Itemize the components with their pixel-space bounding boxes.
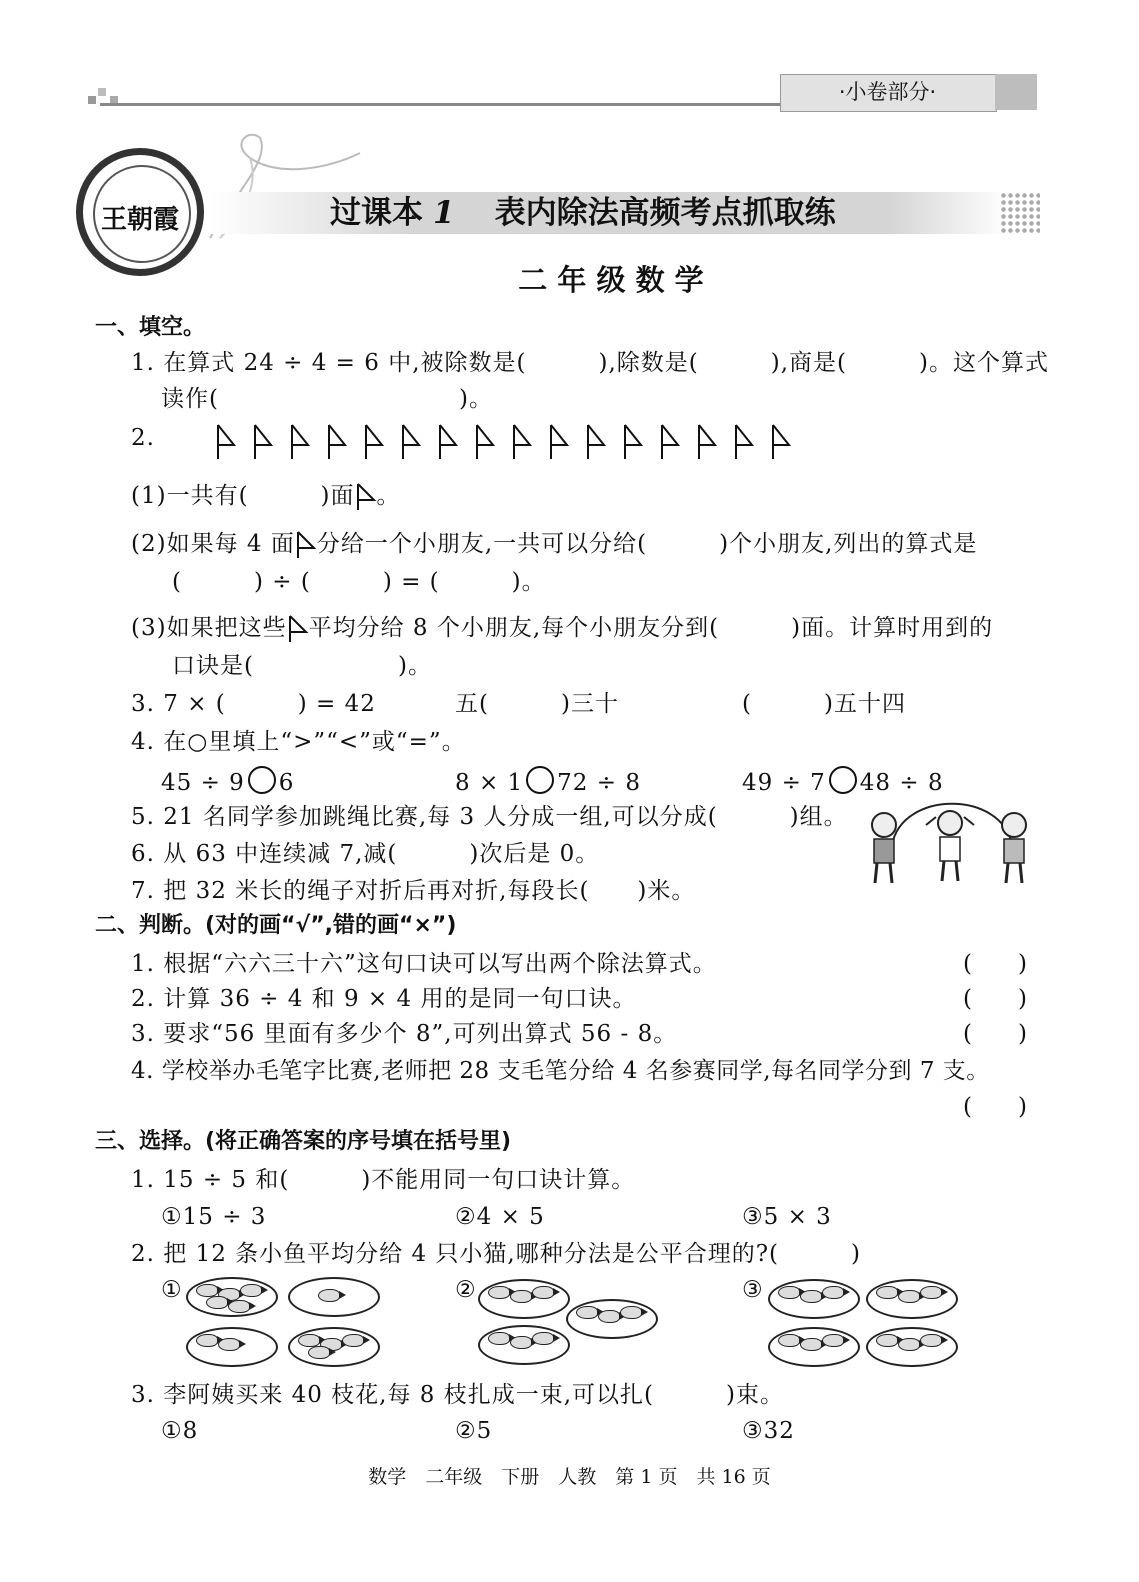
flag-icon bbox=[477, 425, 493, 459]
fish-icon bbox=[218, 1338, 240, 1351]
brand-logo-text: 王朝霞 bbox=[100, 205, 179, 235]
q4-c-left: 49 ÷ 7 bbox=[742, 770, 826, 796]
q4-a-left: 45 ÷ 9 bbox=[161, 770, 245, 796]
flag-icon bbox=[295, 530, 317, 560]
section-tag-block bbox=[995, 74, 1037, 110]
q2-3-line2: 口诀是( )。 bbox=[172, 653, 432, 679]
flag-icon bbox=[440, 425, 456, 459]
q2-1-end: 。 bbox=[376, 483, 401, 509]
fish-icon bbox=[206, 1296, 228, 1309]
flag-icon bbox=[625, 425, 641, 459]
fish-icon bbox=[318, 1289, 340, 1302]
fish-icon bbox=[598, 1310, 620, 1323]
fish-icon bbox=[488, 1286, 510, 1299]
fish-icon bbox=[920, 1286, 942, 1299]
title-dots bbox=[1000, 192, 1040, 234]
answer-paren[interactable]: ( ) bbox=[963, 1094, 1027, 1120]
q4-c-right: 48 ÷ 8 bbox=[859, 770, 944, 796]
q2-label: 2. bbox=[131, 425, 155, 451]
fish-icon bbox=[800, 1338, 822, 1351]
flag-icon bbox=[773, 425, 789, 459]
fish-icon bbox=[876, 1334, 898, 1347]
fish-icon bbox=[488, 1332, 510, 1345]
choice-q3-opt1: ①8 bbox=[161, 1418, 199, 1444]
q2-1-text: (1)一共有( )面 bbox=[131, 483, 355, 509]
flag-icon bbox=[551, 425, 567, 459]
fish-icon bbox=[228, 1300, 250, 1313]
q5: 5. 21 名同学参加跳绳比赛,每 3 人分成一组,可以分成( )组。 bbox=[131, 804, 848, 830]
section-heading-judge: 二、判断。(对的画“√”,错的画“×”) bbox=[95, 913, 457, 938]
flag-icon bbox=[355, 482, 377, 512]
fish-icon bbox=[240, 1284, 262, 1297]
fish-icon bbox=[510, 1290, 532, 1303]
q4-b-left: 8 × 1 bbox=[455, 770, 524, 796]
answer-paren[interactable]: ( ) bbox=[963, 986, 1027, 1012]
q2-2 bbox=[131, 530, 977, 560]
page-footer: 数学 二年级 下册 人教 第 1 页 共 16 页 bbox=[368, 1466, 771, 1488]
title-prefix: 过课本 bbox=[330, 195, 423, 231]
option-mark: ② bbox=[455, 1277, 477, 1303]
q2-2-text-a: (2)如果每 4 面 bbox=[131, 531, 295, 557]
flag-icon bbox=[329, 425, 345, 459]
title-main: 表内除法高频考点抓取练 bbox=[494, 195, 836, 231]
judge-item: 3. 要求“56 里面有多少个 8”,可列出算式 56 - 8。 bbox=[131, 1021, 678, 1047]
brand-logo bbox=[76, 148, 204, 276]
compare-circle[interactable] bbox=[829, 766, 857, 794]
option-mark: ① bbox=[161, 1277, 183, 1303]
choice-q3-opt3: ③32 bbox=[742, 1418, 795, 1444]
flag-icon bbox=[255, 425, 271, 459]
q2-3-text-b: 平均分给 8 个小朋友,每个小朋友分到( )面。计算时用到的 bbox=[308, 615, 994, 641]
q2-3-text-a: (3)如果把这些 bbox=[131, 615, 287, 641]
fish-icon bbox=[510, 1336, 532, 1349]
q4-b bbox=[455, 766, 641, 797]
choice-q3-opt2: ②5 bbox=[455, 1418, 493, 1444]
fish-icon bbox=[196, 1334, 218, 1347]
fish-icon bbox=[876, 1286, 898, 1299]
fish-icon bbox=[778, 1286, 800, 1299]
choice-q1-opt3: ③5 × 3 bbox=[742, 1204, 832, 1230]
q4-b-right: 72 ÷ 8 bbox=[557, 770, 641, 796]
fish-icon bbox=[308, 1346, 330, 1359]
choice-q1-opt2: ②4 × 5 bbox=[455, 1204, 545, 1230]
title-number: 1 bbox=[433, 195, 455, 231]
q3-a: 3. 7 × ( ) = 42 bbox=[131, 691, 376, 717]
q7: 7. 把 32 米长的绳子对折后再对折,每段长( )米。 bbox=[131, 878, 696, 904]
flag-icon bbox=[736, 425, 752, 459]
fish-icon bbox=[778, 1334, 800, 1347]
flag-icon bbox=[588, 425, 604, 459]
fish-icon bbox=[576, 1306, 598, 1319]
q1-line1: 1. 在算式 24 ÷ 4 = 6 中,被除数是( ),除数是( ),商是( )。这个算式 bbox=[131, 350, 1049, 376]
fish-icon bbox=[800, 1290, 822, 1303]
flags-row bbox=[212, 421, 812, 463]
choice-q1: 1. 15 ÷ 5 和( )不能用同一句口诀计算。 bbox=[131, 1167, 636, 1193]
answer-paren[interactable]: ( ) bbox=[963, 1021, 1027, 1047]
q2-3 bbox=[131, 614, 993, 644]
q3-b: 五( )三十 bbox=[455, 691, 619, 717]
flag-icon bbox=[403, 425, 419, 459]
fish-icon bbox=[532, 1332, 554, 1345]
q3-c: ( )五十四 bbox=[742, 691, 906, 717]
flag-icon bbox=[366, 425, 382, 459]
q2-2-line2: ( ) ÷ ( ) = ( )。 bbox=[172, 569, 546, 595]
flag-icon bbox=[287, 614, 309, 644]
compare-circle[interactable] bbox=[248, 766, 276, 794]
fish-icon bbox=[822, 1334, 844, 1347]
flag-icon bbox=[292, 425, 308, 459]
q4: 4. 在○里填上“>”“<”或“=”。 bbox=[131, 729, 466, 755]
section-heading-choice: 三、选择。(将正确答案的序号填在括号里) bbox=[95, 1129, 512, 1154]
section-tag-label: ·小卷部分· bbox=[838, 80, 937, 104]
compare-circle[interactable] bbox=[526, 766, 554, 794]
flag-icon bbox=[662, 425, 678, 459]
fish-icon bbox=[898, 1290, 920, 1303]
q2-2-text-b: 分给一个小朋友,一共可以分给( )个小朋友,列出的算式是 bbox=[316, 531, 978, 557]
fish-icon bbox=[620, 1306, 642, 1319]
flag-icon bbox=[218, 425, 234, 459]
q4-a-right: 6 bbox=[278, 770, 295, 796]
jump-rope-illustration bbox=[862, 795, 1038, 890]
judge-item: 1. 根据“六六三十六”这句口诀可以写出两个除法算式。 bbox=[131, 951, 717, 977]
top-rule bbox=[100, 103, 780, 106]
q1-line2: 读作( )。 bbox=[161, 386, 493, 412]
q2-1 bbox=[131, 482, 401, 512]
fish-icon bbox=[342, 1334, 364, 1347]
page-title bbox=[330, 193, 836, 233]
fish-icon bbox=[532, 1286, 554, 1299]
flag-icon bbox=[699, 425, 715, 459]
q4-c bbox=[742, 766, 944, 797]
judge-item: 4. 学校举办毛笔字比赛,老师把 28 支毛笔分给 4 名参赛同学,每名同学分到 7 支。 bbox=[131, 1058, 990, 1084]
fish-icon bbox=[920, 1334, 942, 1347]
fish-icon bbox=[822, 1286, 844, 1299]
q4-a bbox=[161, 766, 294, 797]
q6: 6. 从 63 中连续减 7,减( )次后是 0。 bbox=[131, 841, 600, 867]
page-subtitle: 二 年 级 数 学 bbox=[518, 263, 704, 297]
section-heading-fill: 一、填空。 bbox=[95, 315, 206, 340]
flag-icon bbox=[514, 425, 530, 459]
judge-item: 2. 计算 36 ÷ 4 和 9 × 4 用的是同一句口诀。 bbox=[131, 986, 637, 1012]
answer-paren[interactable]: ( ) bbox=[963, 951, 1027, 977]
option-mark: ③ bbox=[742, 1277, 764, 1303]
choice-q1-opt1: ①15 ÷ 3 bbox=[161, 1204, 267, 1230]
fish-icon bbox=[898, 1338, 920, 1351]
choice-q3: 3. 李阿姨买来 40 枝花,每 8 枝扎成一束,可以扎( )束。 bbox=[131, 1382, 784, 1408]
choice-q2: 2. 把 12 条小鱼平均分给 4 只小猫,哪种分法是公平合理的?( ) bbox=[131, 1241, 861, 1267]
